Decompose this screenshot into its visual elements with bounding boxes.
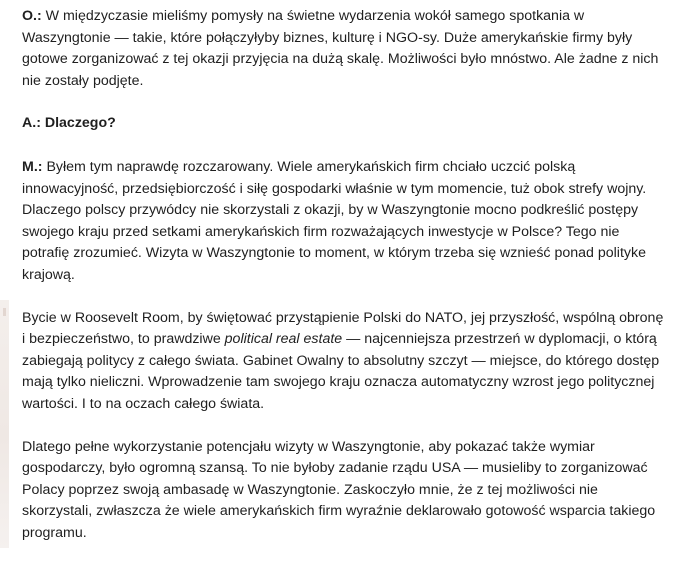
paragraph-answer-o (22, 6, 670, 92)
question-heading (22, 113, 670, 135)
speaker-label: M.: (22, 158, 43, 175)
paragraph-text: Dlatego pełne wykorzystanie potencjału wizyty w Waszyngtonie, aby pokazać także wymiar gospodarczy, było ogromną szansą. To nie byłoby zadanie rządu USA — musieliby to zorganizować Polacy poprzez swoją ambasadę w Waszyngtonie. Zaskoczyło mnie, że z tej możliwości nie skorzystali, zwłaszcza że wiele amerykańskich firm wyraźnie deklarowało gotowość wsparcia takiego programu. (22, 438, 656, 541)
italic-phrase: political real estate (224, 331, 343, 348)
paragraph-text-start: Bycie w Roosevelt Room, by świętować przystąpienie Polski do NATO, jej przyszłość, wspólną obronę i bezpieczeństwo, to prawdziwe (22, 309, 664, 348)
left-edge-strip (0, 300, 9, 548)
paragraph-economic-opportunity (22, 437, 670, 545)
speaker-label: O.: (22, 8, 42, 24)
article-body (22, 6, 670, 565)
paragraph-roosevelt-room (22, 308, 670, 416)
question-text: A.: Dlaczego? (22, 115, 116, 132)
paragraph-text: Byłem tym naprawdę rozczarowany. Wiele amerykańskich firm chciało uczcić polską innowacyjność, przedsiębiorczość i siłę gospodarki właśnie w tym momencie, tuż obok strefy wojny. Dlaczego polscy przywódcy nie skorzystali z okazji, by w Waszyngtonie mocno podkreślić postępy swojego kraju przed setkami amerykańskich firm rozważających inwestycje w Polsce? Tego nie potrafię zrozumieć. Wizyta w Waszyngtonie to moment, w którym trzeba się wznieść ponad polityke krajową. (22, 158, 647, 283)
paragraph-text-end: — najcenniejsza przestrzeń w dyplomacji, o którą zabiegają politycy z całego świata. Gabinet Owalny to absolutny szczyt — miejsce, do którego dostęp mają tylko nieliczni. Wprowadzenie tam swojego kraju oznacza automatyczny wzrost jego politycznej wartości. I to na oczach całego świata. (22, 331, 660, 412)
left-edge-mark (3, 308, 6, 316)
paragraph-answer-m (22, 157, 670, 287)
paragraph-text: W międzyczasie mieliśmy pomysły na świetne wydarzenia wokół samego spotkania w Waszyngtonie — takie, które połączyłyby biznes, kulturę i NGO-sy. Duże amerykańskie firmy były gotowe zorganizować z tej okazji przyjęcia na dużą skalę. Możliwości było mnóstwo. Ale żadne z nich nie zostały podjęte. (22, 8, 659, 89)
